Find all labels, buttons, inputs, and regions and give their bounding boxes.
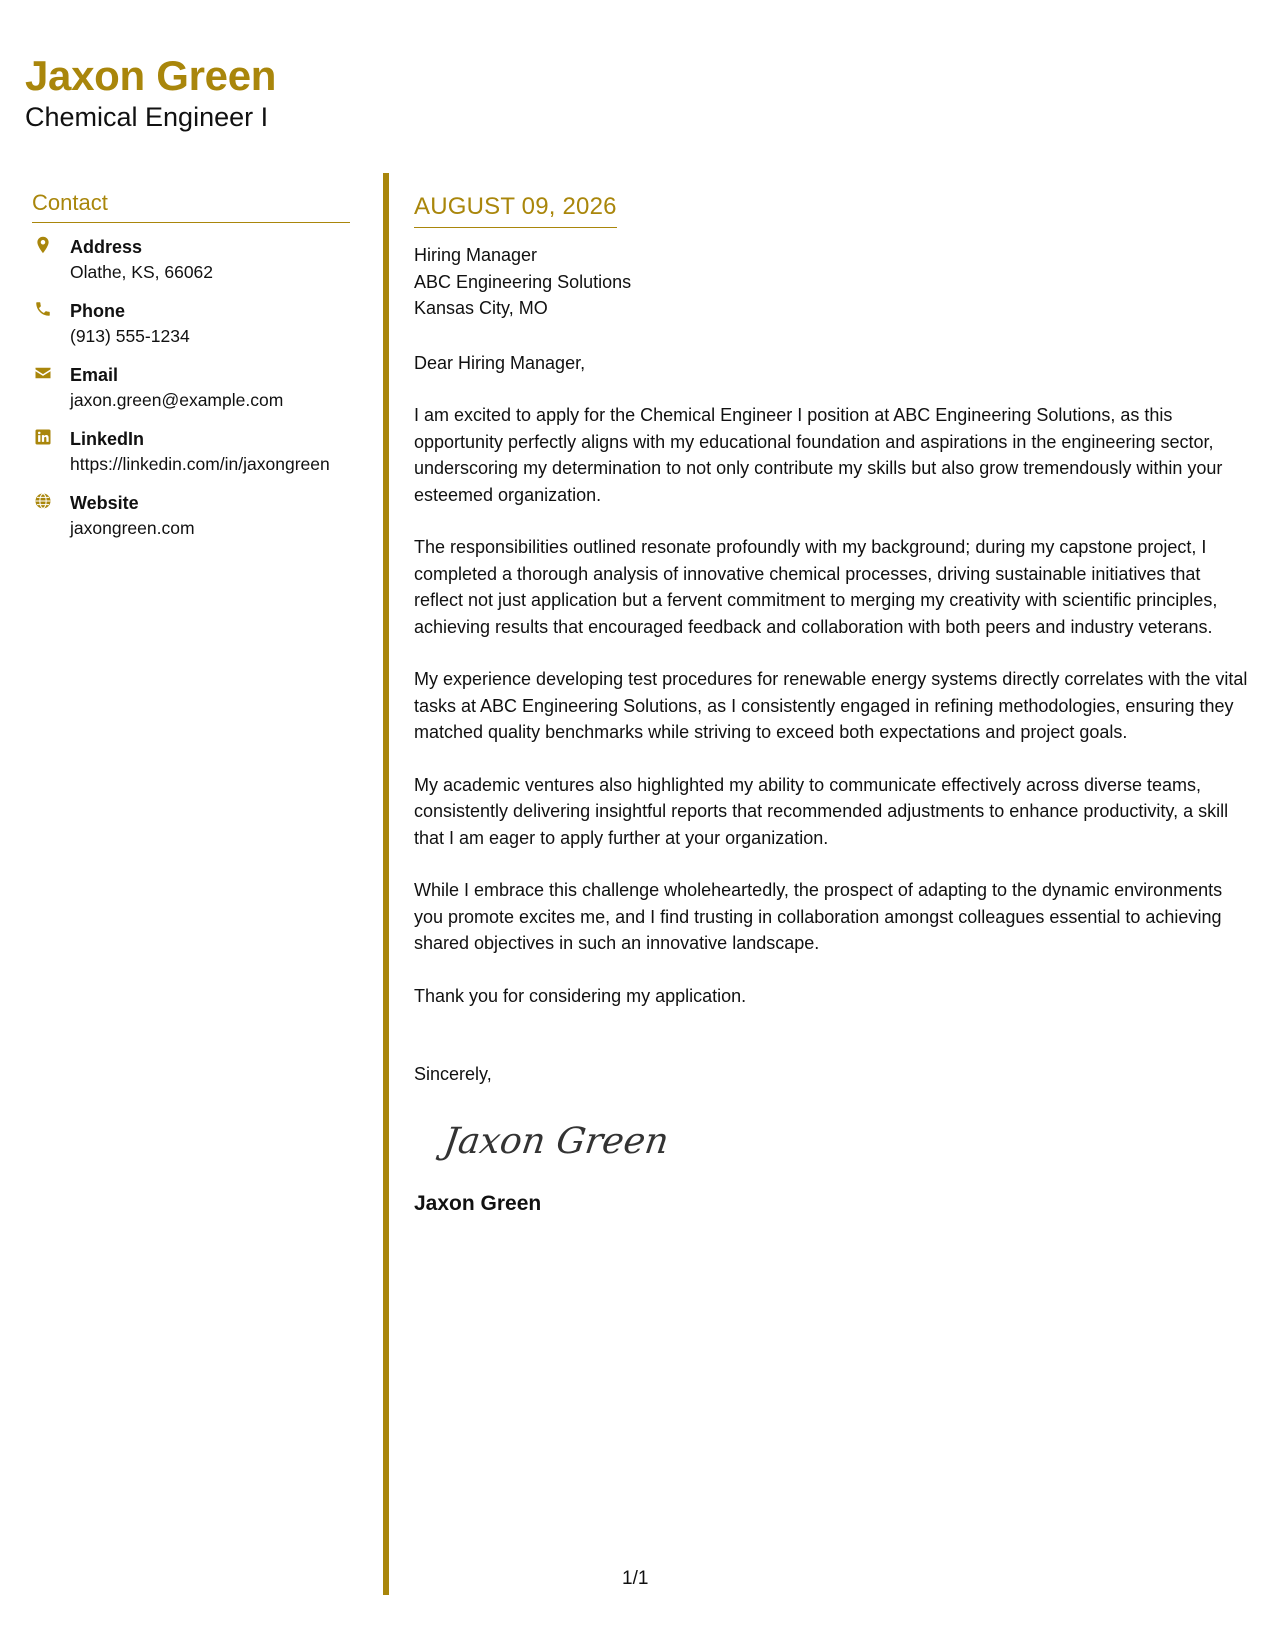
page-number: 1/1 xyxy=(622,1568,649,1589)
candidate-job-title: Chemical Engineer I xyxy=(25,102,269,132)
contact-value[interactable]: jaxongreen.com xyxy=(70,518,195,538)
signer-name: Jaxon Green xyxy=(414,1191,542,1215)
contact-value: (913) 555-1234 xyxy=(70,326,190,346)
contact-item-linkedin xyxy=(32,427,350,477)
letter-paragraph: The responsibilities outlined resonate profoundly with my background; during my capstone project, I completed a thorough analysis of innovative chemical processes, driving sustainable initiatives that reflect not just application but a fervent commitment to merging my creativity with scientific principles, achieving results that encouraged feedback and collaboration with both peers and industry veterans. xyxy=(414,537,1218,637)
contact-list xyxy=(32,235,350,541)
candidate-name: Jaxon Green xyxy=(25,52,277,99)
phone-icon xyxy=(34,300,52,318)
contact-value[interactable]: jaxon.green@example.com xyxy=(70,390,284,410)
globe-icon xyxy=(34,492,52,510)
closing: Sincerely, xyxy=(414,1064,492,1084)
letter-paragraph: My academic ventures also highlighted my ability to communicate effectively across diverse teams, consistently delivering insightful reports that recommended adjustments to enhance productivity, a skill that I am eager to apply further at your organization. xyxy=(414,774,1229,848)
letter-body xyxy=(414,190,1254,1218)
contact-label: LinkedIn xyxy=(70,429,145,449)
contact-item-email xyxy=(32,363,350,413)
contact-sidebar xyxy=(32,188,350,555)
contact-item-address xyxy=(32,235,350,285)
recipient-block xyxy=(414,242,1254,322)
contact-heading: Contact xyxy=(32,188,350,223)
contact-item-phone xyxy=(32,299,350,349)
map-pin-icon xyxy=(34,236,52,254)
contact-value: Olathe, KS, 66062 xyxy=(70,262,214,282)
resume-header xyxy=(25,52,276,134)
recipient-line: ABC Engineering Solutions xyxy=(414,271,632,292)
letter-paragraph: While I embrace this challenge wholeheartedly, the prospect of adapting to the dynamic environments you promote excites me, and I find trusting in collaboration amongst colleagues essential to achieving shared objectives in such an innovative landscape. xyxy=(414,880,1223,953)
contact-label: Email xyxy=(70,365,119,385)
recipient-line: Hiring Manager xyxy=(414,245,538,265)
handwritten-signature: Jaxon Green xyxy=(441,1120,672,1162)
recipient-line: Kansas City, MO xyxy=(414,298,548,318)
contact-item-website xyxy=(32,491,350,541)
contact-value[interactable]: https://linkedin.com/in/jaxongreen xyxy=(70,454,330,474)
letter-date: AUGUST 09, 2026 xyxy=(414,190,617,228)
contact-label: Phone xyxy=(70,301,126,321)
contact-label: Website xyxy=(70,493,139,513)
envelope-icon xyxy=(34,364,52,382)
contact-label: Address xyxy=(70,237,143,257)
linkedin-icon xyxy=(34,428,52,446)
letter-paragraph: I am excited to apply for the Chemical Engineer I position at ABC Engineering Solutions, as this opportunity perfectly aligns with my educational foundation and aspirations in the engineering sector, underscoring my determination to not only contribute my skills but also grow tremendously within your esteemed organization. xyxy=(414,405,1223,505)
letter-paragraph: Thank you for considering my application. xyxy=(414,985,747,1006)
greeting: Dear Hiring Manager, xyxy=(414,352,586,373)
letter-paragraph: My experience developing test procedures for renewable energy systems directly correlates with the vital tasks at ABC Engineering Solutions, as I consistently engaged in refining methodologies, ensuring they matched quality benchmarks while striving to exceed both expectations and project goals. xyxy=(414,669,1248,742)
column-divider xyxy=(383,173,389,1595)
